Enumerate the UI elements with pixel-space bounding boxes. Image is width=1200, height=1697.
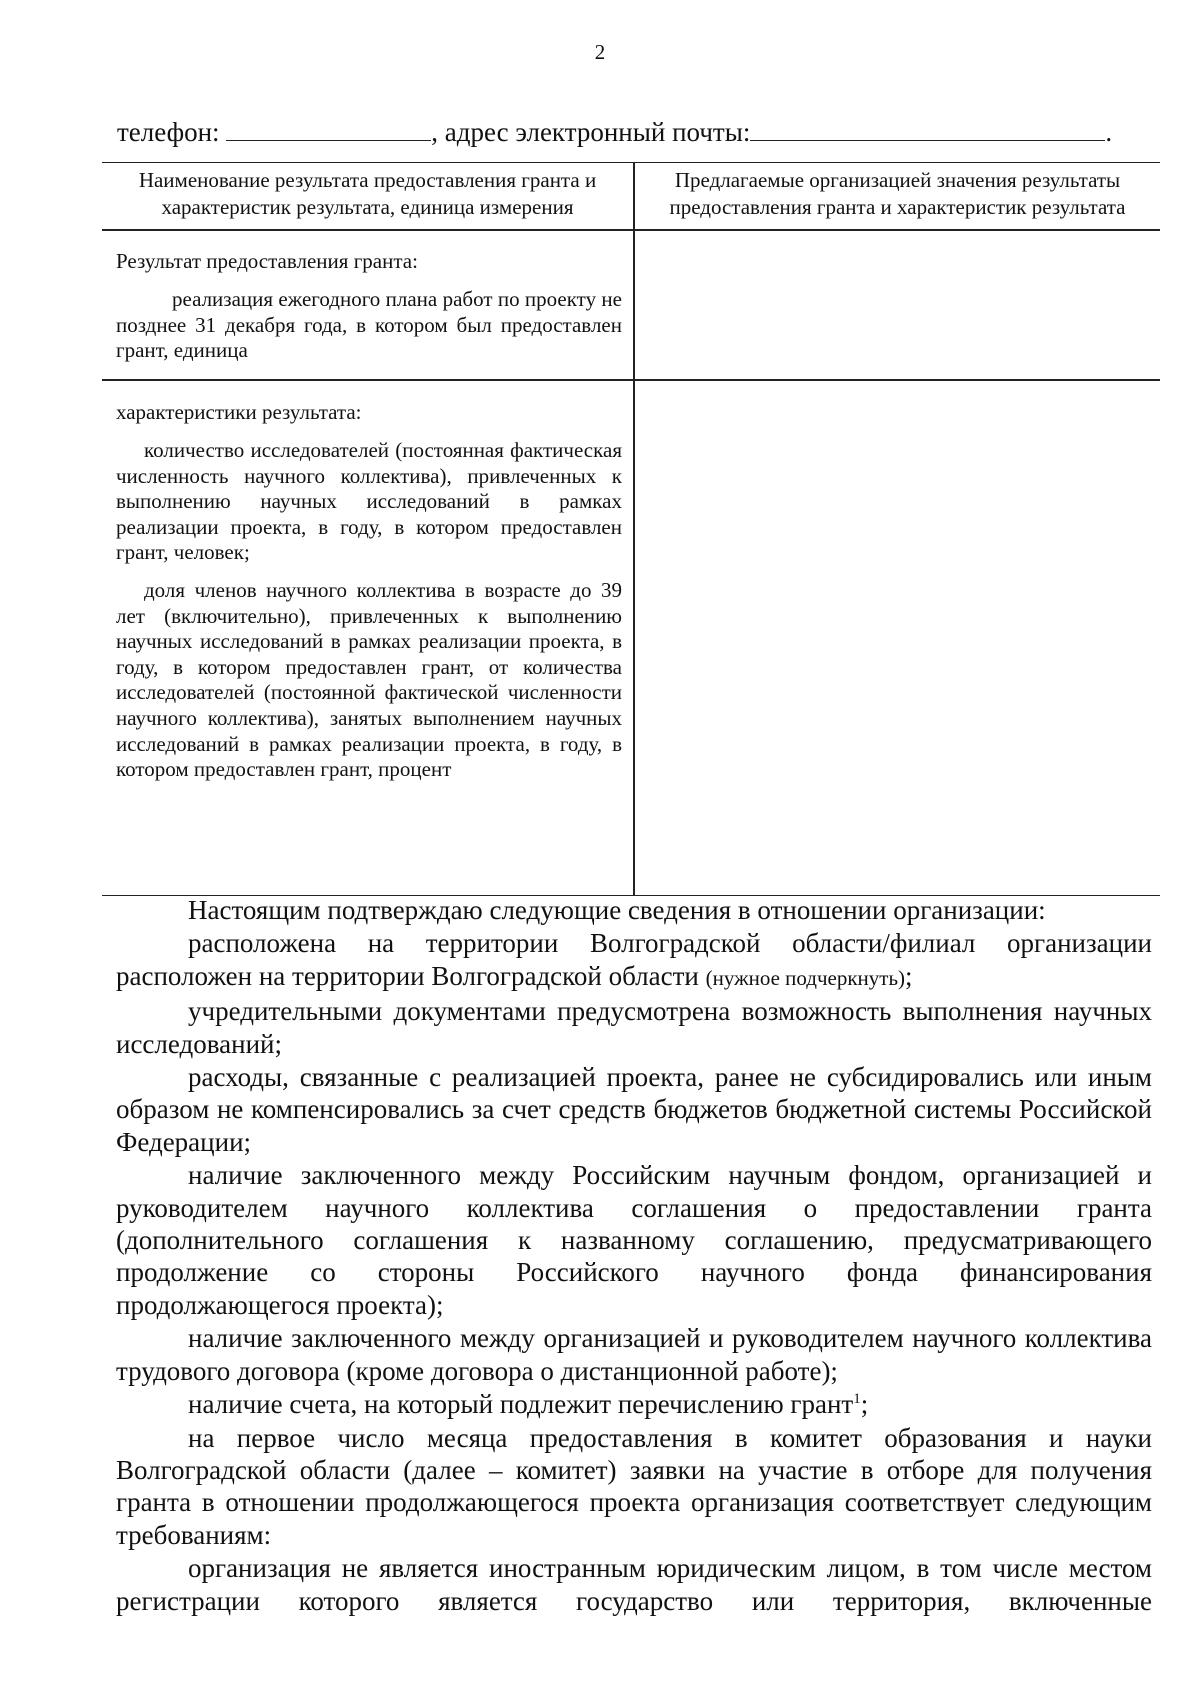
table-row-characteristics <box>116 399 622 783</box>
phone-label: телефон: <box>117 117 227 147</box>
table-header-right: Предлагаемые организацией значения результаты предоставления гранта и характеристик результата <box>669 168 1126 219</box>
table-row-result <box>116 248 622 364</box>
characteristic-researchers: количество исследователей (постоянная фактическая численность научного коллектива), привлеченных к выполнению научных исследований в рамках реализации проекта, в году, в котором предоставлен грант, человек; <box>116 438 622 565</box>
table-header-left: Наименование результата предоставления гранта и характеристик результата, единица измерения <box>138 168 597 219</box>
results-table <box>102 162 1160 896</box>
result-heading: Результат предоставления гранта: <box>116 249 418 273</box>
contact-line <box>117 117 1147 148</box>
characteristic-young-share: доля членов научного коллектива в возрасте до 39 лет (включительно), привлеченных к выполнению научных исследований в рамках реализации проекта, в году, в котором предоставлен грант, от количества исследователей (постоянной фактической численности научного коллектива), занятых выполнением научных исследований в рамках реализации проекта, в году, в котором предоставлен грант, процент <box>116 577 622 782</box>
characteristics-heading: характеристики результата: <box>116 400 362 424</box>
phone-blank <box>226 118 431 141</box>
paragraph-intro: Настоящим подтверждаю следующие сведения в отношении организации: <box>188 895 1046 925</box>
result-text: реализация ежегодного плана работ по проекту не позднее 31 декабря года, в котором был предоставлен грант, единица <box>116 287 622 363</box>
paragraph-account: наличие счета, на который подлежит перечислению грант$^1$; <box>188 1389 869 1420</box>
table-column-divider <box>633 163 635 895</box>
confirmation-text <box>116 894 1152 1618</box>
email-label: , адрес электронный почты: <box>431 117 751 147</box>
paragraph-labor-contract: наличие заключенного между организацией и руководителем научного коллектива трудового договора (кроме договора о дистанционной работе); <box>116 1323 1152 1386</box>
page-number: 2 <box>594 40 606 64</box>
paragraph-location: расположена на территории Волгоградской области/филиал организации расположен на территории Волгоградской области (нужное подчеркнуть); <box>116 928 1152 991</box>
paragraph-requirements: на первое число месяца предоставления в комитет образования и науки Волгоградской области (далее – комитет) заявки на участие в отборе для получения гранта в отношении продолжающегося проекта организация соответствует следующим требованиям: <box>116 1422 1152 1550</box>
email-blank <box>750 118 1105 141</box>
paragraph-foreign-entity: организация не является иностранным юридическим лицом, в том числе местом регистрации которого является государство или территория, включенные <box>116 1553 1152 1616</box>
contact-end: . <box>1105 117 1113 147</box>
table-row-divider <box>102 379 1160 381</box>
paragraph-founding-docs: учредительными документами предусмотрена возможность выполнения научных исследований; <box>116 996 1152 1059</box>
paragraph-rnf-agreement: наличие заключенного между Российским научным фондом, организацией и руководителем научного коллектива соглашения о предоставлении гранта (дополнительного соглашения к названному соглашению, предусматривающего продолжение со стороны Российского научного фонда финансирования продолжающегося проекта); <box>116 1160 1152 1320</box>
underline-note: (нужное подчеркнуть) <box>705 965 906 990</box>
paragraph-expenses: расходы, связанные с реализацией проекта, ранее не субсидировались или иным образом не компенсировались за счет средств бюджетов бюджетной системы Российской Федерации; <box>116 1062 1152 1157</box>
table-header-divider <box>102 229 1160 231</box>
footnote-marker: 1 <box>853 1391 861 1408</box>
